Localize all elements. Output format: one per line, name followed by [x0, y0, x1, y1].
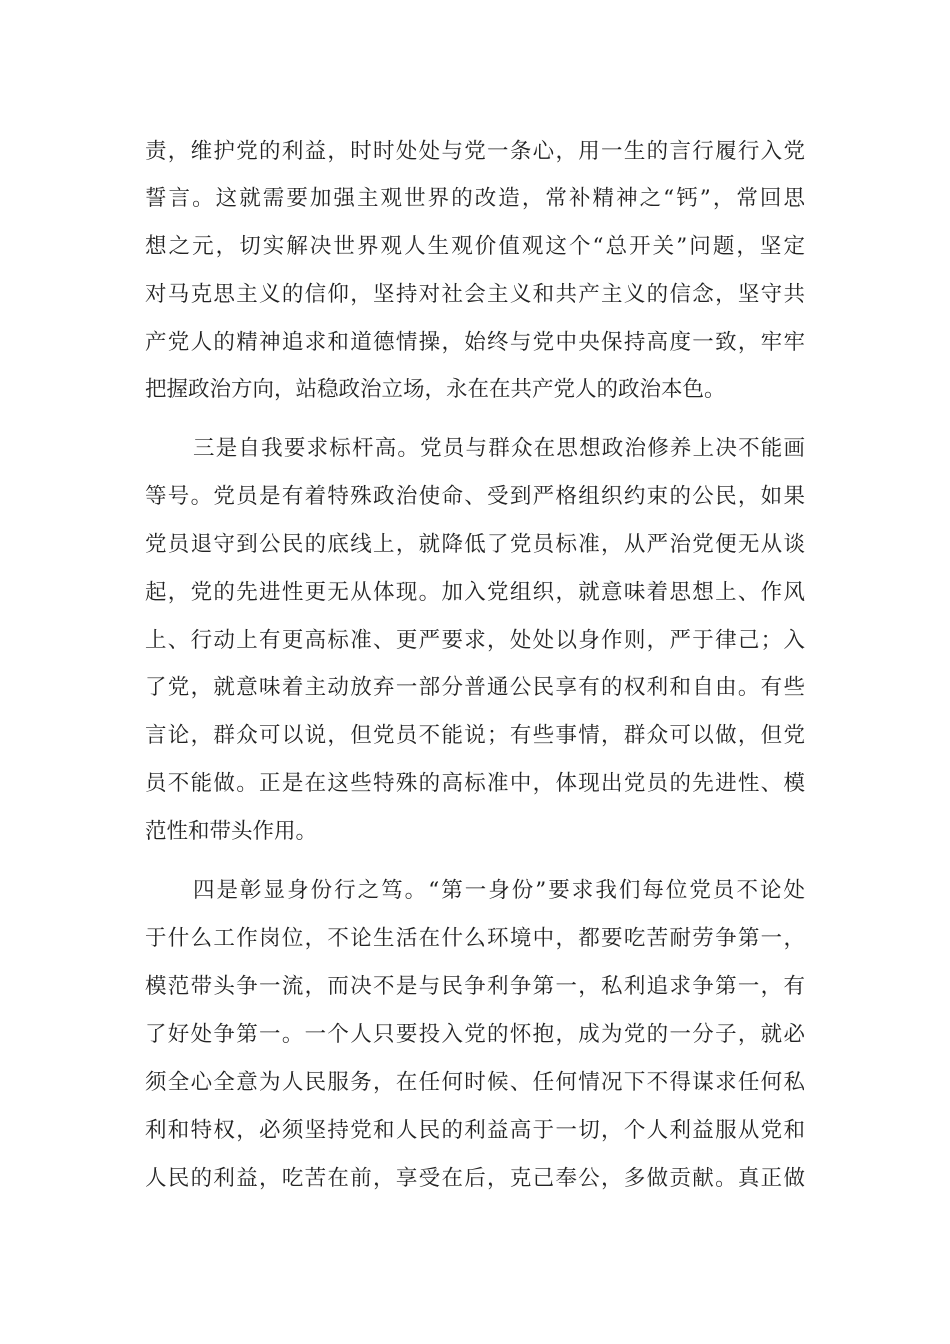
text-line: 产党人的精神追求和道德情操，始终与党中央保持高度一致，牢牢 [145, 330, 805, 355]
text-line: 起，党的先进性更无从体现。加入党组织，就意味着思想上、作风 [145, 580, 805, 605]
text-line: 对马克思主义的信仰，坚持对社会主义和共产主义的信念，坚守共 [145, 282, 805, 307]
text-line: 上、行动上有更高标准、更严要求，处处以身作则，严于律己；入 [145, 628, 805, 653]
text-line: 员不能做。正是在这些特殊的高标准中，体现出党员的先进性、模 [145, 771, 805, 796]
text-line: 了党，就意味着主动放弃一部分普通公民享有的权利和自由。有些 [145, 675, 805, 700]
text-line: 模范带头争一流，而决不是与民争利争第一，私利追求争第一，有 [145, 974, 805, 999]
text-line: 利和特权，必须坚持党和人民的利益高于一切，个人利益服从党和 [145, 1118, 805, 1143]
text-line: 誓言。这就需要加强主观世界的改造，常补精神之“钙”，常回思 [145, 186, 805, 211]
text-line: 责，维护党的利益，时时处处与党一条心，用一生的言行履行入党 [145, 139, 805, 164]
text-line: 了好处争第一。一个人只要投入党的怀抱，成为党的一分子，就必 [145, 1022, 805, 1047]
paragraph-start-line: 四是彰显身份行之笃。“第一身份”要求我们每位党员不论处 [193, 878, 805, 903]
text-line: 党员退守到公民的底线上，就降低了党员标准，从严治党便无从谈 [145, 532, 805, 557]
text-line: 想之元，切实解决世界观人生观价值观这个“总开关”问题，坚定 [145, 234, 805, 259]
text-line: 人民的利益，吃苦在前，享受在后，克己奉公，多做贡献。真正做 [145, 1166, 805, 1191]
paragraph-start-line: 三是自我要求标杆高。党员与群众在思想政治修养上决不能画 [193, 436, 805, 461]
text-line: 等号。党员是有着特殊政治使命、受到严格组织约束的公民，如果 [145, 484, 805, 509]
text-line: 把握政治方向，站稳政治立场，永在在共产党人的政治本色。 [145, 377, 726, 402]
text-line: 须全心全意为人民服务，在任何时候、任何情况下不得谋求任何私 [145, 1070, 805, 1095]
text-line: 于什么工作岗位，不论生活在什么环境中，都要吃苦耐劳争第一， [145, 926, 805, 951]
text-line: 言论，群众可以说，但党员不能说；有些事情，群众可以做，但党 [145, 723, 805, 748]
text-line: 范性和带头作用。 [145, 819, 318, 844]
